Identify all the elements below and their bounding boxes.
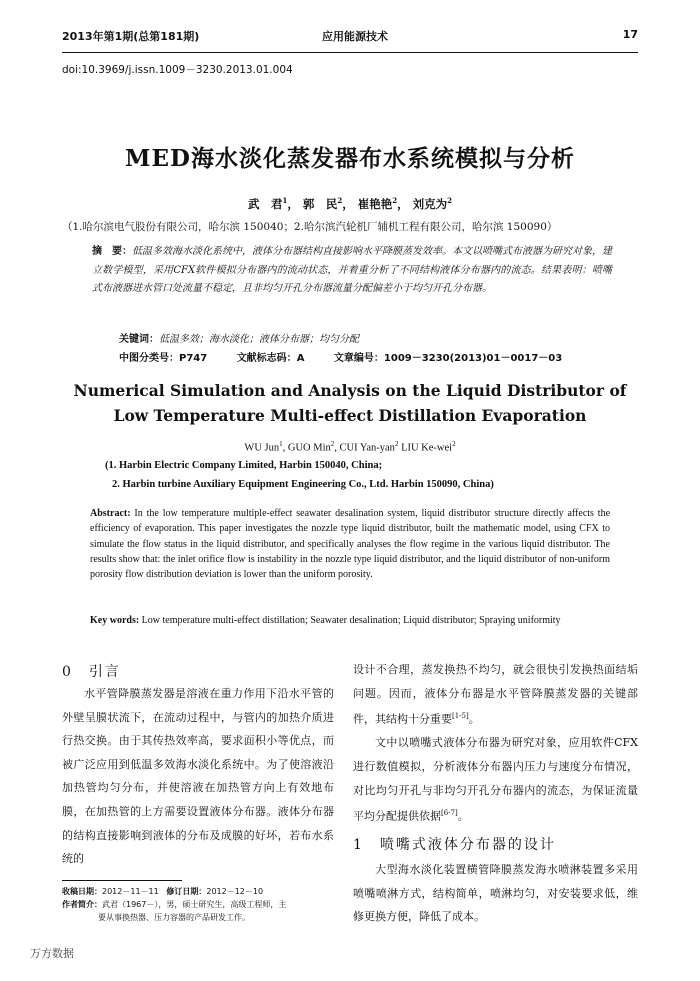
keywords-en (90, 613, 610, 628)
citation: [1-5] (452, 712, 469, 721)
article-number: 文章编号：1009－3230(2013)01－0017－03 (333, 353, 563, 364)
section-1-paragraph: 大型海水淡化装置横管降膜蒸发海水喷淋装置多采用喷嘴喷淋方式，结构简单，喷淋均匀，对安装要求低，维修更换方便，降低了成本。 (353, 863, 638, 924)
title-en (0, 378, 700, 428)
abstract-cn-label: 摘 要： (92, 246, 132, 257)
section-1-paragraph-box (353, 858, 638, 929)
keywords-cn-label: 关键词： (119, 334, 159, 345)
authors-en: WU Jun$^1$, GUO Min$^2$, CUI Yan-yan$^2$ LIU Ke-wei$^2$ (244, 440, 456, 454)
author-sup: 1 (279, 440, 283, 448)
issue-info: 2013年第1期(总第181期) (62, 30, 200, 43)
footnote-rule (62, 880, 182, 881)
author-name: 郭 民 (302, 197, 338, 211)
citation: [6-7] (441, 809, 458, 818)
title-cn: MED海水淡化蒸发器布水系统模拟与分析 (125, 145, 575, 172)
abstract-en-label: Abstract: (90, 508, 131, 519)
section-0-paragraph: 水平管降膜蒸发器是溶液在重力作用下沿水平管的外壁呈膜状流下，在流动过程中，与管内的加热介质进行热交换。由于其传热效率高，要求面积小等优点，而被广泛应用到低温多效海水淡化系统中。为了使溶液沿加热管均匀分布，并使溶液在加热管方向上有效地布膜，在加热管的上方需要设置液体分布器。液体分布器的结构直接影响到液体的分布及成膜的好坏，若布水系统的 (62, 687, 334, 866)
page-number: 17 (622, 28, 638, 41)
footnote-author-cont: 要从事换热器、压力容器的产品研发工作。 (98, 913, 250, 922)
paragraph-objective: 文中以喷嘴式液体分布器为研究对象，应用软件CFX进行数值模拟，分析液体分布器内压力与速度分布情况，对比均匀开孔与非均匀开孔分布器内的流态，为保证流量平均分配提供依据[6-7]。 (353, 736, 638, 823)
author-sup: 2 (447, 196, 453, 206)
watermark: 万方数据 (30, 947, 74, 960)
author-name: 武 君 (247, 197, 283, 211)
clc-code: 中图分类号：P747 (119, 353, 208, 364)
author-name: GUO Min (287, 442, 331, 454)
section-0-heading: 0 引言 (62, 664, 121, 680)
author-sup: 1 (282, 196, 288, 206)
doi: doi:10.3969/j.issn.1009－3230.2013.01.004 (62, 64, 293, 76)
authors-cn: 武 君$^1$， 郭 民$^2$， 崔艳艳$^2$， 刘克为$^2$ (247, 196, 453, 211)
classification-line (119, 349, 588, 364)
author-name: LIU Ke-wei (401, 442, 453, 454)
footnote-author: 作者简介：武君（1967－），男，硕士研究生，高级工程师，主 (62, 900, 287, 909)
author-sup: 2 (392, 196, 398, 206)
abstract-en (90, 506, 610, 582)
affiliation-cn: （1.哈尔滨电气股份有限公司，哈尔滨 150040；2.哈尔滨汽轮机厂辅机工程有限公司，哈尔滨 150090） (62, 221, 558, 233)
author-sup: 2 (337, 196, 343, 206)
abstract-cn-text: 低温多效海水淡化系统中，液体分布器结构直接影响水平降膜蒸发效率。本文以喷嘴式布液器为研究对象，建立数学模型，采用CFX软件模拟分布器内的流动状态，并着重分析了不同结构液体分布器内的流态。结果表明：喷嘴式布液器进水管口处流量不稳定，且非均匀开孔分布器流量分配偏差小于均匀开孔分布器。 (92, 246, 612, 294)
keywords-cn (119, 330, 359, 345)
running-header (62, 28, 638, 48)
author-name: WU Jun (244, 442, 280, 454)
abstract-en-text: In the low temperature multiple-effect seawater desalination system, liquid distributor structure directly affects the efficiency of evaporation. This paper investigates the nozzle type liquid distributor, built the mathematic model, using CFX to simulate the flow status in the liquid distributor, and specifically analyses the flow regime in the various liquid distributor. The results show that: the inlet orifice flow is instability in the nozzle type liquid distributor, and the liquid distributor of non-uniform porosity flow distribution deviation is lower than the uniform porosity. (90, 508, 611, 581)
header-rule (62, 52, 638, 53)
author-sup: 2 (330, 440, 335, 448)
keywords-en-label: Key words: (90, 615, 140, 626)
paragraph-continued: 设计不合理，蒸发换热不均匀，就会很快引发换热面结垢问题。因而，液体分布器是水平管降膜蒸发器的关键部件，其结构十分重要[1-5]。 (353, 663, 638, 726)
affiliation-en-1: (1. Harbin Electric Company Limited, Harbin 150040, China; (105, 460, 383, 471)
footnote-dates: 收稿日期：2012－11－11 修订日期：2012－12－10 (62, 887, 264, 896)
footnote (62, 885, 334, 924)
journal-name: 应用能源技术 (322, 30, 388, 43)
title-en-line1: Numerical Simulation and Analysis on the Liquid Distributor of (73, 381, 627, 400)
left-column (62, 682, 334, 871)
right-column (353, 658, 638, 828)
keywords-cn-text: 低温多效；海水淡化；液体分布器；均匀分配 (159, 334, 359, 345)
author-name: 刘克为 (412, 197, 448, 211)
keywords-en-text: Low temperature multi-effect distillation; Seawater desalination; Liquid distributor; Spraying uniformity (141, 615, 561, 626)
abstract-cn (92, 243, 612, 299)
doc-code: 文献标志码：A (236, 353, 305, 364)
author-name: CUI Yan-yan (339, 442, 395, 454)
author-sup: 2 (452, 440, 456, 448)
title-en-line2: Low Temperature Multi-effect Distillation Evaporation (113, 406, 587, 425)
author-name: 崔艳艳 (357, 197, 393, 211)
affiliation-en-2: 2. Harbin turbine Auxiliary Equipment Engineering Co., Ltd. Harbin 150090, China) (112, 479, 494, 490)
author-sup: 2 (394, 440, 399, 448)
section-1-heading: 1 喷嘴式液体分布器的设计 (353, 837, 556, 853)
